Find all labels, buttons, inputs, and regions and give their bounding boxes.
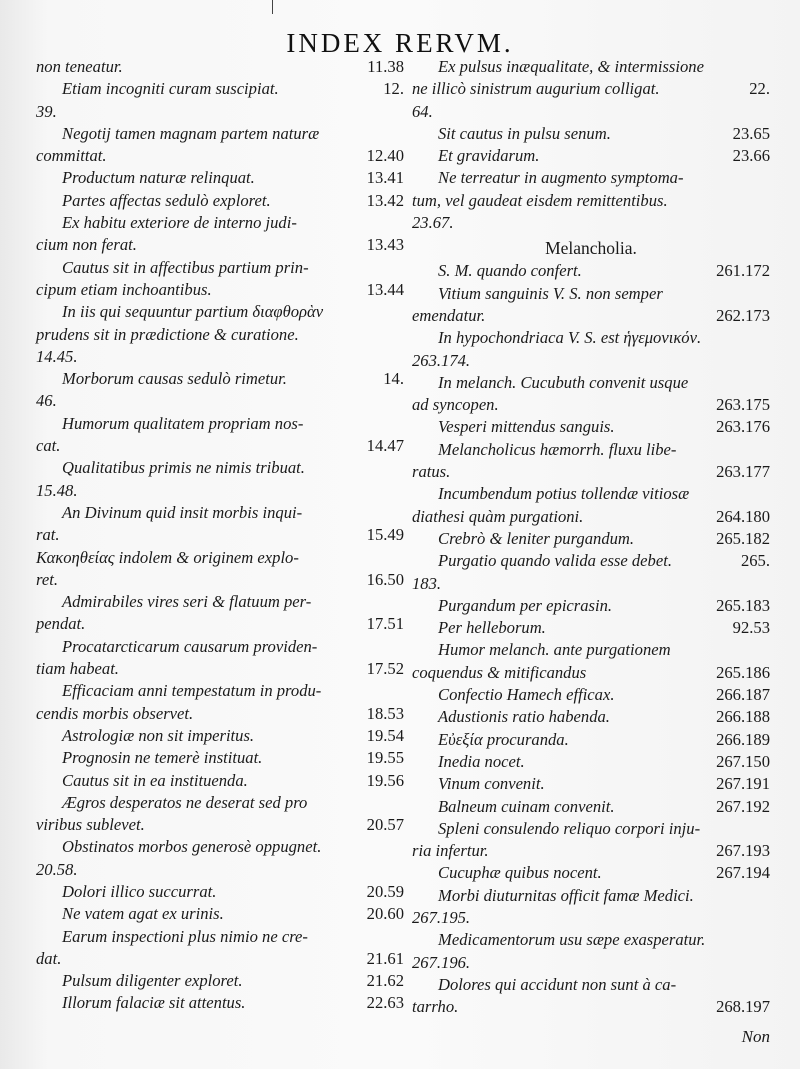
entry-text: In hypochondriaca V. S. est ἡγεμονικόν. (438, 328, 702, 348)
entry-text: Dolores qui accidunt non sunt à ca- (438, 974, 677, 994)
page-reference: 265.182 (716, 528, 770, 548)
left-column (36, 56, 404, 1015)
entry-text: ad syncopen. (412, 395, 499, 415)
page-reference: 14. (383, 369, 404, 389)
entry-text: rat. (36, 525, 60, 545)
entry-text: cat. (36, 436, 61, 456)
index-entry (412, 78, 770, 100)
page-reference: 266.187 (716, 685, 770, 705)
entry-text: ria infertur. (412, 841, 489, 861)
entry-text: cipum etiam inchoantibus. (36, 279, 212, 299)
entry-text: S. M. quando confert. (438, 261, 582, 281)
entry-text: Earum inspectioni plus nimio ne cre- (62, 926, 308, 946)
index-entry (412, 101, 770, 123)
entry-text: Astrologiæ non sit imperitus. (62, 725, 255, 745)
index-entry (36, 145, 404, 167)
entry-text: 14.45. (36, 346, 78, 366)
index-entry (412, 617, 770, 639)
entry-text: Κακοηθείας indolem & originem explo- (36, 547, 299, 567)
entry-text: Ex habitu exteriore de interno judi- (62, 213, 297, 233)
entry-text: 64. (412, 101, 433, 121)
index-entry (412, 729, 770, 751)
page-reference: 16.50 (366, 569, 404, 589)
page-reference: 21.61 (366, 948, 404, 968)
entry-text: 183. (412, 573, 442, 593)
page-reference: 20.57 (366, 815, 404, 835)
entry-text: 267.196. (412, 952, 471, 972)
entry-text: Vesperi mittendus sanguis. (438, 417, 615, 437)
entry-text: Cautus sit in affectibus partium prin- (62, 257, 309, 277)
index-entry (412, 573, 770, 595)
entry-text: Negotij tamen magnam partem naturæ (62, 123, 320, 143)
entry-text: Vitium sanguinis V. S. non semper (438, 283, 663, 303)
index-entry (412, 372, 770, 394)
index-entry (36, 390, 404, 412)
entry-text: Cucuphæ quibus nocent. (438, 863, 602, 883)
page-title: INDEX RERVM. (286, 28, 514, 58)
index-entry (36, 324, 404, 346)
page-reference: 264.180 (716, 506, 770, 526)
index-entry (36, 435, 404, 457)
index-entry (412, 439, 770, 461)
entry-text: Productum naturæ relinquat. (62, 168, 255, 188)
index-entry (412, 461, 770, 483)
page-reference: 266.188 (716, 707, 770, 727)
page-reference: 18.53 (366, 703, 404, 723)
index-entry (412, 416, 770, 438)
page-reference: 263.177 (716, 462, 770, 482)
entry-text: Melancholicus hæmorrh. fluxu libe- (438, 439, 677, 459)
entry-text: diathesi quàm purgationi. (412, 506, 584, 526)
entry-text: In melanch. Cucubuth convenit usque (438, 372, 689, 392)
page-reference: 262.173 (716, 305, 770, 325)
page-reference: 14.47 (366, 436, 404, 456)
page-reference: 263.175 (716, 395, 770, 415)
index-entry (412, 684, 770, 706)
entry-text: coquendus & mitificandus (412, 662, 587, 682)
entry-text: tum, vel gaudeat eisdem remittentibus. (412, 190, 668, 210)
index-entry (412, 327, 770, 349)
index-entry (412, 283, 770, 305)
index-entry (36, 569, 404, 591)
page-reference: 268.197 (716, 997, 770, 1017)
entry-text: prudens sit in prædictione & curatione. (36, 324, 299, 344)
entry-text: Cautus sit in ea instituenda. (62, 770, 248, 790)
entry-text: Purgatio quando valida esse debet. (438, 551, 672, 571)
page-reference: 13.41 (366, 168, 404, 188)
index-entry (36, 301, 404, 323)
index-entry (412, 123, 770, 145)
index-entry (36, 279, 404, 301)
page-reference: 19.55 (366, 748, 404, 768)
index-entry (36, 970, 404, 992)
page-reference: 11.38 (367, 57, 404, 76)
entry-text: 23.67. (412, 213, 454, 233)
entry-text: Et gravidarum. (438, 146, 540, 166)
entry-text: committat. (36, 146, 107, 166)
entry-text: emendatur. (412, 305, 486, 325)
entry-text: Partes affectas sedulò exploret. (62, 190, 271, 210)
entry-text: Medicamentorum usu sæpe exasperatur. (438, 930, 706, 950)
page-reference: 20.59 (366, 881, 404, 901)
entry-text: Purgandum per epicrasin. (438, 595, 613, 615)
page-reference: 263.176 (716, 417, 770, 437)
index-entry (36, 613, 404, 635)
entry-text: 39. (36, 101, 57, 121)
entry-text: cium non ferat. (36, 235, 137, 255)
page-reference: 12.40 (366, 146, 404, 166)
entry-text: Vinum convenit. (438, 774, 545, 794)
index-entry (412, 145, 770, 167)
entry-text: non teneatur. (36, 57, 123, 76)
entry-text: ret. (36, 569, 58, 589)
page-reference: 267.191 (716, 774, 770, 794)
index-entry (412, 167, 770, 189)
page-reference: 265.186 (716, 662, 770, 682)
index-entry (36, 859, 404, 881)
entry-text: An Divinum quid insit morbis inqui- (62, 502, 303, 522)
page-reference: 265.183 (716, 595, 770, 615)
index-entry (412, 751, 770, 773)
index-entry (36, 346, 404, 368)
index-entry (412, 929, 770, 951)
index-entry (412, 350, 770, 372)
entry-text: Efficaciam anni tempestatum in produ- (62, 681, 322, 701)
index-entry (36, 101, 404, 123)
index-entry (36, 636, 404, 658)
index-entry (412, 818, 770, 840)
index-entry (412, 639, 770, 661)
entry-text: Adustionis ratio habenda. (438, 707, 610, 727)
entry-text: Ne vatem agat ex urinis. (62, 904, 224, 924)
entry-text: Crebrò & leniter purgandum. (438, 528, 635, 548)
page-reference: 266.189 (716, 729, 770, 749)
section-heading: Melancholia. (545, 238, 637, 259)
entry-text: 15.48. (36, 480, 78, 500)
page-reference: 267.194 (716, 863, 770, 883)
index-entry (36, 78, 404, 100)
page-reference: 267.150 (716, 751, 770, 771)
index-entry (412, 483, 770, 505)
index-entry (412, 506, 770, 528)
index-entry (412, 394, 770, 416)
entry-text: Ex pulsus inæqualitate, & intermissione (438, 57, 704, 76)
index-entry (36, 591, 404, 613)
index-entry (36, 881, 404, 903)
index-entry (412, 907, 770, 929)
index-entry (36, 413, 404, 435)
index-entry (36, 926, 404, 948)
entry-text: Per helleborum. (438, 618, 546, 638)
index-entry (36, 903, 404, 925)
page-reference: 13.44 (366, 279, 404, 299)
entry-text: Ægros desperatos ne deserat sed pro (62, 792, 308, 812)
page-reference: 19.54 (366, 725, 404, 745)
entry-text: Morbi diuturnitas officit famæ Medici. (438, 885, 694, 905)
entry-text: Confectio Hamech efficax. (438, 685, 615, 705)
index-entry (36, 547, 404, 569)
entry-text: Procatarcticarum causarum providen- (62, 636, 318, 656)
entry-text: ne illicò sinistrum augurium colligat. (412, 79, 660, 99)
index-entry (36, 658, 404, 680)
index-entry (36, 234, 404, 256)
page-reference: 21.62 (366, 971, 404, 991)
index-entry (36, 948, 404, 970)
entry-text: Εὐεξία procuranda. (438, 729, 569, 749)
index-entry (412, 706, 770, 728)
index-entry (36, 212, 404, 234)
page-reference: 15.49 (366, 525, 404, 545)
entry-text: Sit cautus in pulsu senum. (438, 123, 611, 143)
index-entry (412, 595, 770, 617)
entry-text: 20.58. (36, 859, 78, 879)
page-reference: 12. (383, 79, 404, 99)
page-reference: 261.172 (716, 261, 770, 281)
index-entry (36, 703, 404, 725)
index-entry (412, 212, 770, 234)
index-entry (36, 56, 404, 78)
page-reference: 17.51 (366, 614, 404, 634)
index-entry (412, 773, 770, 795)
index-entry (412, 862, 770, 884)
index-entry (36, 836, 404, 858)
entry-text: pendat. (36, 614, 86, 634)
entry-text: Balneum cuinam convenit. (438, 796, 615, 816)
index-entry (36, 502, 404, 524)
page-reference: 267.192 (716, 796, 770, 816)
index-entry (36, 747, 404, 769)
entry-text: Humorum qualitatem propriam nos- (62, 413, 304, 433)
index-entry (36, 190, 404, 212)
index-entry (36, 992, 404, 1014)
page-reference: 23.65 (732, 123, 770, 143)
entry-text: Dolori illico succurrat. (62, 881, 217, 901)
index-entry (36, 680, 404, 702)
entry-text: cendis morbis observet. (36, 703, 194, 723)
entry-text: 267.195. (412, 907, 471, 927)
index-entry (36, 368, 404, 390)
index-entry (36, 792, 404, 814)
entry-text: Spleni consulendo reliquo corpori inju- (438, 818, 701, 838)
index-entry (36, 167, 404, 189)
entry-text: Humor melanch. ante purgationem (438, 640, 671, 660)
entry-text: ratus. (412, 462, 451, 482)
entry-text: dat. (36, 948, 62, 968)
index-entry (36, 524, 404, 546)
entry-text: Admirabiles vires seri & flatuum per- (62, 592, 312, 612)
page-reference: 17.52 (366, 659, 404, 679)
entry-text: 46. (36, 391, 57, 411)
entry-text: viribus sublevet. (36, 815, 145, 835)
page-reference: 13.42 (366, 190, 404, 210)
index-entry (412, 550, 770, 572)
index-entry (36, 814, 404, 836)
page-reference: 20.60 (366, 904, 404, 924)
page-reference: 267.193 (716, 841, 770, 861)
index-entry (412, 260, 770, 282)
index-entry (36, 770, 404, 792)
entry-text: Incumbendum potius tollendæ vitiosæ (438, 484, 690, 504)
entry-text: Ne terreatur in augmento symptoma- (438, 168, 684, 188)
entry-text: 263.174. (412, 350, 471, 370)
index-entry (412, 952, 770, 974)
index-entry (412, 662, 770, 684)
right-column (412, 56, 770, 1018)
index-entry (412, 996, 770, 1018)
entry-text: Prognosin ne temerè instituat. (62, 748, 263, 768)
index-entry (36, 123, 404, 145)
entry-text: In iis qui sequuntur partium διαφθορὰν (62, 302, 324, 322)
index-entry (412, 796, 770, 818)
index-entry (412, 885, 770, 907)
entry-text: Qualitatibus primis ne nimis tribuat. (62, 458, 305, 478)
index-entry (36, 725, 404, 747)
entry-text: Obstinatos morbos generosè oppugnet. (62, 837, 322, 857)
index-entry (412, 56, 770, 78)
index-entry (412, 840, 770, 862)
page-reference: 13.43 (366, 235, 404, 255)
entry-text: Morborum causas sedulò rimetur. (62, 369, 287, 389)
page-reference: 23.66 (732, 146, 770, 166)
entry-text: Inedia nocet. (438, 751, 525, 771)
page-reference: 22. (749, 79, 770, 99)
index-entry (36, 480, 404, 502)
index-entry (412, 974, 770, 996)
catchword: Non (741, 1027, 770, 1046)
page-reference: 265. (740, 551, 770, 571)
index-entry (412, 190, 770, 212)
index-entry (36, 457, 404, 479)
entry-text: tarrho. (412, 997, 459, 1017)
page-reference: 22.63 (366, 993, 404, 1013)
entry-text: Illorum falaciæ sit attentus. (62, 993, 246, 1013)
index-entry (412, 528, 770, 550)
page-reference: 92.53 (732, 618, 770, 638)
fold-rule (272, 0, 273, 14)
entry-text: Pulsum diligenter exploret. (62, 971, 243, 991)
entry-text: Etiam incogniti curam suscipiat. (62, 79, 279, 99)
index-entry (36, 257, 404, 279)
page-reference: 19.56 (366, 770, 404, 790)
entry-text: tiam habeat. (36, 659, 119, 679)
index-entry (412, 305, 770, 327)
